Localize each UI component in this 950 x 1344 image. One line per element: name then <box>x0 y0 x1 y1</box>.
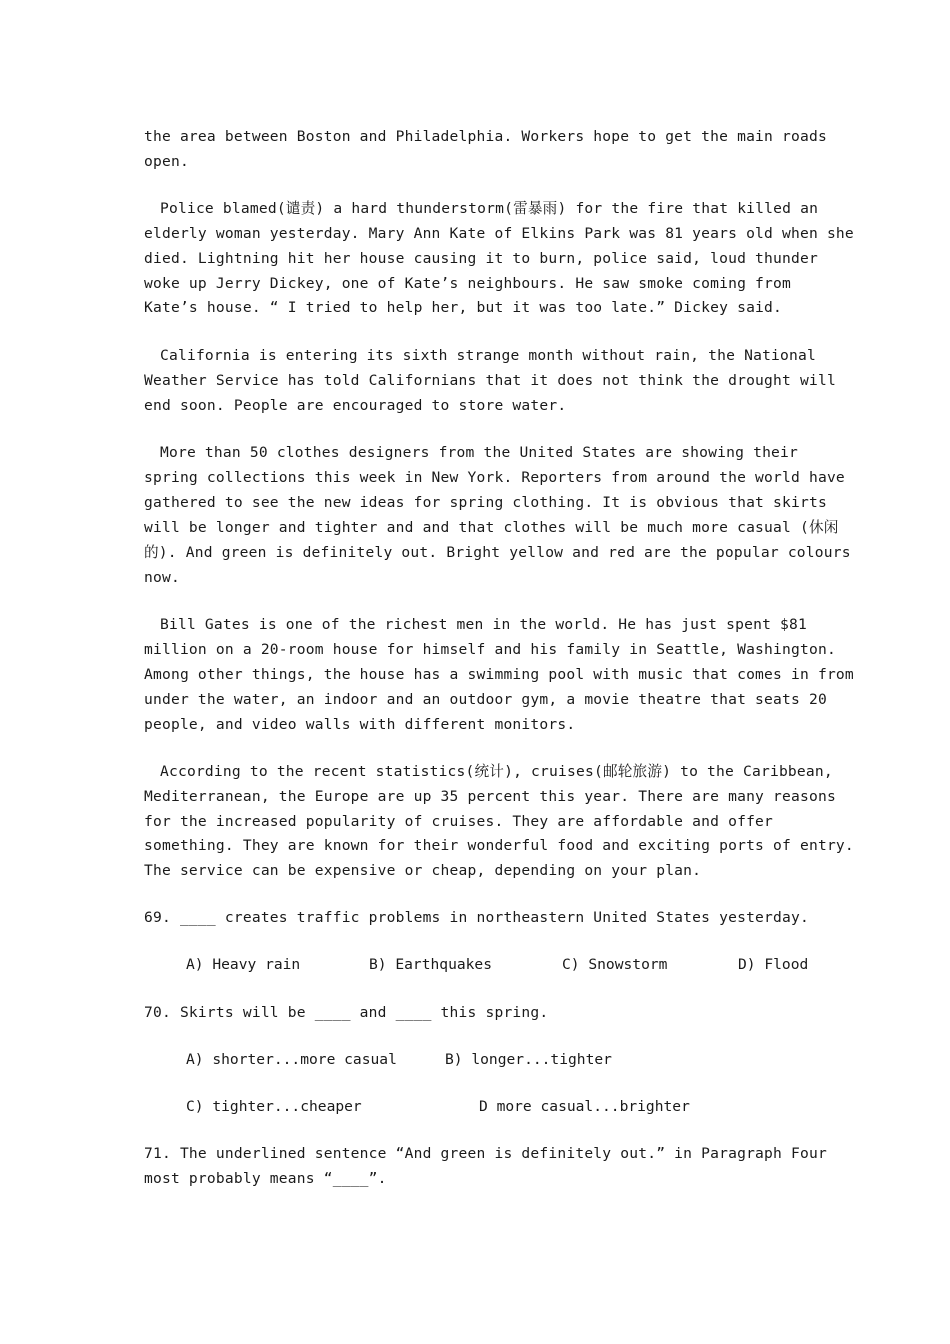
paragraph-2-line-5: Kate’s house. “ I tried to help her, but it was too late.” Dickey said. <box>144 299 783 316</box>
paragraph-6-line-1: According to the recent statistics(统计), cruises(邮轮旅游) to the Caribbean, <box>160 763 833 780</box>
paragraph-1-line-2: open. <box>144 153 189 170</box>
question-70-option-c[interactable]: C) tighter...cheaper <box>186 1098 362 1115</box>
paragraph-5-line-2: million on a 20-room house for himself and his family in Seattle, Washington. <box>144 641 836 658</box>
paragraph-5-line-3: Among other things, the house has a swimming pool with music that comes in from <box>144 666 854 683</box>
paragraph-6-line-4: something. They are known for their wonderful food and exciting ports of entry. <box>144 837 854 854</box>
paragraph-4-line-1: More than 50 clothes designers from the United States are showing their <box>160 444 799 461</box>
paragraph-4-line-6: now. <box>144 569 180 586</box>
paragraph-2-line-2: elderly woman yesterday. Mary Ann Kate of Elkins Park was 81 years old when she <box>144 225 854 242</box>
paragraph-6-line-3: for the increased popularity of cruises. They are affordable and offer <box>144 813 774 830</box>
question-69-option-d[interactable]: D) Flood <box>738 956 809 973</box>
paragraph-4-line-2: spring collections this week in New York. Reporters from around the world have <box>144 469 845 486</box>
question-70-stem: 70. Skirts will be ____ and ____ this spring. <box>144 1004 549 1021</box>
paragraph-5-line-1: Bill Gates is one of the richest men in the world. He has just spent $81 <box>160 616 808 633</box>
paragraph-3-line-2: Weather Service has told Californians that it does not think the drought will <box>144 372 836 389</box>
paragraph-6-line-2: Mediterranean, the Europe are up 35 percent this year. There are many reasons <box>144 788 836 805</box>
question-69-option-a[interactable]: A) Heavy rain <box>186 956 301 973</box>
paragraph-4-line-5: 的). And green is definitely out. Bright yellow and red are the popular colours <box>144 544 851 561</box>
question-70-option-a[interactable]: A) shorter...more casual <box>186 1051 397 1068</box>
paragraph-2-line-1: Police blamed(谴责) a hard thunderstorm(雷暴雨) for the fire that killed an <box>160 200 819 217</box>
paragraph-2-line-3: died. Lightning hit her house causing it to burn, police said, loud thunder <box>144 250 818 267</box>
paragraph-2-line-4: woke up Jerry Dickey, one of Kate’s neighbours. He saw smoke coming from <box>144 275 792 292</box>
paragraph-6-line-5: The service can be expensive or cheap, depending on your plan. <box>144 862 702 879</box>
paragraph-4-line-4: will be longer and tighter and and that clothes will be much more casual (休闲 <box>144 519 839 536</box>
question-69-stem: 69. ____ creates traffic problems in northeastern United States yesterday. <box>144 909 809 926</box>
question-71-line-1: 71. The underlined sentence “And green is definitely out.” in Paragraph Four <box>144 1145 827 1162</box>
paragraph-1-line-1: the area between Boston and Philadelphia. Workers hope to get the main roads <box>144 128 827 145</box>
question-69-option-c[interactable]: C) Snowstorm <box>562 956 668 973</box>
paragraph-5-line-5: people, and video walls with different monitors. <box>144 716 576 733</box>
question-71-line-2: most probably means “____”. <box>144 1170 387 1187</box>
paragraph-4-line-3: gathered to see the new ideas for spring clothing. It is obvious that skirts <box>144 494 827 511</box>
paragraph-3-line-1: California is entering its sixth strange month without rain, the National <box>160 347 816 364</box>
paragraph-5-line-4: under the water, an indoor and an outdoor gym, a movie theatre that seats 20 <box>144 691 827 708</box>
paragraph-3-line-3: end soon. People are encouraged to store water. <box>144 397 567 414</box>
question-70-option-b[interactable]: B) longer...tighter <box>445 1051 612 1068</box>
question-69-option-b[interactable]: B) Earthquakes <box>369 956 493 973</box>
question-70-option-d[interactable]: D more casual...brighter <box>479 1098 690 1115</box>
